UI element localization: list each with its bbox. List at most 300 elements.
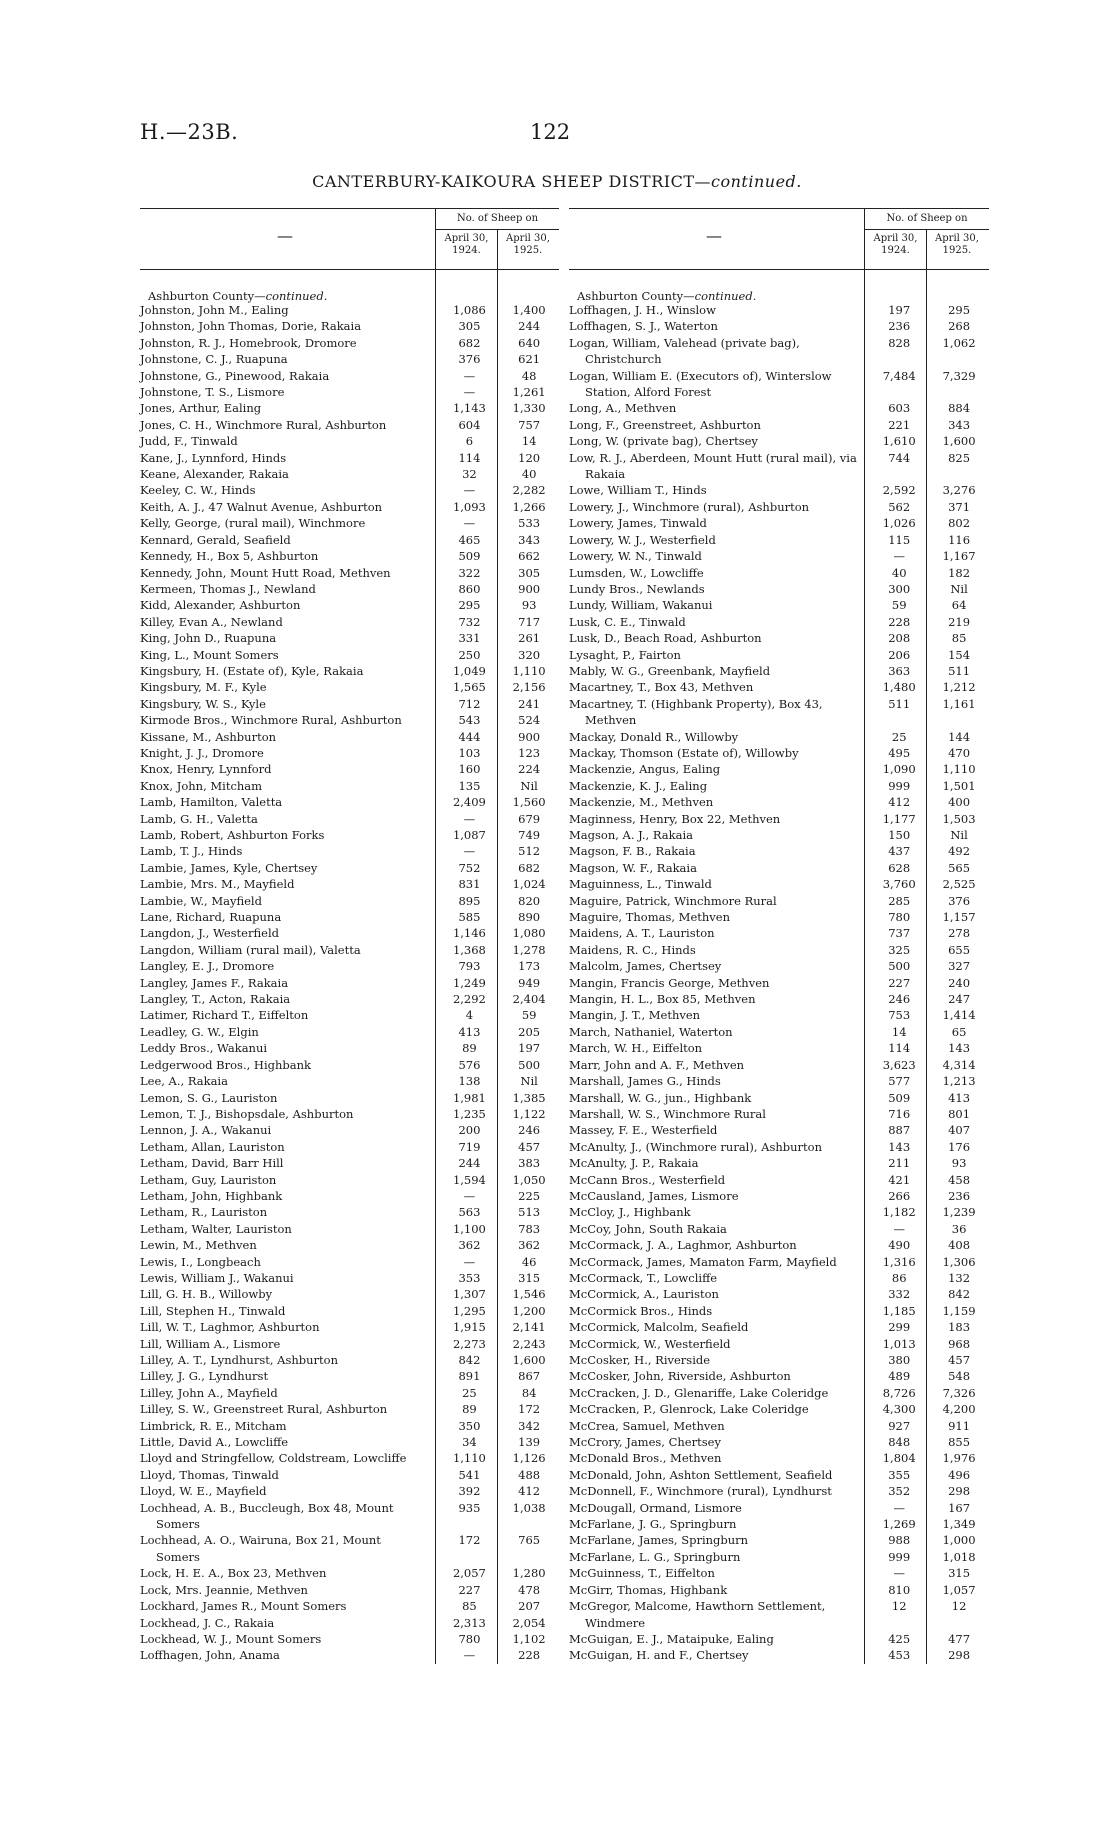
sheep-1925-cell: 640 — [518, 335, 541, 350]
holder-name-cell: Kingsbury, M. F., Kyle — [140, 680, 267, 695]
sheep-1924-cell: 211 — [888, 1156, 911, 1171]
sheep-1925-cell: 14 — [521, 434, 537, 449]
holder-name-cell: Maidens, R. C., Hinds — [569, 942, 696, 957]
sheep-1924-cell: 628 — [888, 860, 911, 875]
sheep-1924-cell: 444 — [458, 729, 481, 744]
holder-name-cell: Long, W. (private bag), Chertsey — [569, 434, 758, 449]
sheep-1925-cell: 85 — [951, 631, 967, 646]
sheep-1925-cell: 548 — [948, 1369, 971, 1384]
holder-name-cell: Lowery, James, Tinwald — [569, 516, 707, 531]
sheep-1924-cell: 2,409 — [452, 795, 486, 810]
sheep-1924-cell: 12 — [891, 1599, 907, 1614]
sheep-1924-cell: 14 — [891, 1024, 907, 1039]
sheep-1925-cell: 298 — [948, 1648, 971, 1663]
sheep-1925-cell: 1,050 — [512, 1172, 546, 1187]
sheep-1925-cell: 315 — [518, 1270, 541, 1285]
sheep-1925-cell: 1,278 — [512, 942, 546, 957]
sheep-1925-cell: 376 — [948, 893, 971, 908]
sheep-1924-cell: 7,484 — [882, 368, 916, 383]
sheep-1924-cell: 1,177 — [882, 811, 916, 826]
sheep-1924-cell: 541 — [458, 1467, 481, 1482]
holder-name-cell: Johnstone, G., Pinewood, Rakaia — [140, 368, 330, 383]
holder-name-cell: Keane, Alexander, Rakaia — [140, 467, 289, 482]
sheep-1924-cell: 114 — [888, 1041, 911, 1056]
sheep-1924-cell: 350 — [458, 1418, 481, 1433]
holder-name-cell: Lill, William A., Lismore — [140, 1336, 281, 1351]
holder-name-cell: Johnstone, C. J., Ruapuna — [140, 352, 288, 367]
sheep-1924-cell: 2,057 — [452, 1566, 486, 1581]
sheep-1924-cell: 227 — [888, 975, 911, 990]
holder-name-cell: Logan, William, Valehead (private bag), Christchurch — [569, 335, 800, 367]
holder-name-cell: McGregor, Malcome, Hawthorn Settlement, Windmere — [569, 1599, 826, 1630]
holder-name-cell: Lamb, T. J., Hinds — [140, 844, 243, 859]
sheep-1924-cell: 2,313 — [452, 1615, 486, 1630]
holder-name-cell: Johnston, John M., Ealing — [140, 303, 289, 317]
sheep-1925-cell: 241 — [518, 696, 541, 711]
sheep-1924-cell: 300 — [888, 581, 911, 596]
holder-name-cell: McCausland, James, Lismore — [569, 1188, 739, 1203]
sheep-1924-cell: 2,273 — [452, 1336, 486, 1351]
sheep-1924-cell: 860 — [458, 581, 481, 596]
holder-name-cell: King, John D., Ruapuna — [140, 631, 277, 646]
sheep-1924-cell: 509 — [458, 549, 481, 564]
holder-name-cell: Maguinness, L., Tinwald — [569, 877, 712, 892]
sheep-1924-cell: 32 — [462, 467, 477, 482]
holder-name-cell: Marshall, W. G., jun., Highbank — [569, 1090, 752, 1105]
sheep-1925-cell: 496 — [948, 1467, 971, 1482]
sheep-1924-cell: — — [893, 1221, 905, 1236]
sheep-on-header: No. of Sheep on — [436, 209, 559, 230]
sheep-1924-cell: 999 — [888, 1549, 911, 1564]
sheep-1924-cell: 392 — [458, 1484, 481, 1499]
sheep-1925-cell: 371 — [948, 499, 971, 514]
sheep-1925-cell: 320 — [518, 647, 541, 662]
holder-name-cell: Loffhagen, J. H., Winslow — [569, 303, 716, 317]
sheep-1924-cell: — — [463, 1188, 476, 1203]
sheep-1924-cell: 935 — [458, 1500, 481, 1515]
sheep-1924-cell: 810 — [888, 1582, 911, 1597]
holder-name-cell: Lambie, Mrs. M., Mayfield — [140, 877, 295, 892]
holder-name-cell: McFarlane, L. G., Springburn — [569, 1549, 741, 1564]
holder-name-cell: Leddy Bros., Wakanui — [140, 1041, 268, 1056]
sheep-1925-cell: 457 — [518, 1139, 541, 1154]
sheep-1925-cell: 1,062 — [942, 335, 976, 350]
holder-name-cell: McCoy, John, South Rakaia — [569, 1221, 727, 1236]
sheep-1925-cell: 1,161 — [942, 696, 976, 711]
holder-name-cell: Mackay, Donald R., Willowby — [569, 729, 739, 744]
sheep-1924-cell: 1,110 — [452, 1451, 486, 1466]
holder-name-cell: McCormack, T., Lowcliffe — [569, 1270, 718, 1285]
holder-name-cell: Lilley, J. G., Lyndhurst — [140, 1369, 269, 1384]
sheep-1925-cell: 182 — [948, 565, 971, 580]
sheep-1924-cell: 495 — [888, 745, 911, 760]
holder-name-cell: Maginness, Henry, Box 22, Methven — [569, 811, 781, 826]
holder-name-cell: Kingsbury, H. (Estate of), Kyle, Rakaia — [140, 663, 364, 678]
holder-name-cell: McCrea, Samuel, Methven — [569, 1418, 725, 1433]
sheep-1925-cell: 1,330 — [512, 401, 546, 416]
sheep-1924-cell: 352 — [888, 1484, 911, 1499]
sheep-1924-cell: 1,316 — [882, 1254, 916, 1269]
sheep-1924-cell: 999 — [888, 778, 911, 793]
holder-name-cell: Mangin, J. T., Methven — [569, 1008, 701, 1023]
sheep-1924-cell: 135 — [458, 778, 481, 793]
sheep-1925-cell: 7,326 — [942, 1385, 976, 1400]
sheep-1924-cell: 1,295 — [452, 1303, 486, 1318]
holder-name-cell: Ledgerwood Bros., Highbank — [140, 1057, 311, 1072]
holder-name-cell: McCloy, J., Highbank — [569, 1205, 691, 1220]
sheep-1924-cell: 1,146 — [452, 926, 486, 941]
holder-name-cell: Kennard, Gerald, Seafield — [140, 532, 291, 547]
sheep-1925-cell: 64 — [951, 598, 967, 613]
holder-name-cell: Massey, F. E., Westerfield — [569, 1123, 718, 1138]
sheep-1925-cell: 12 — [951, 1599, 967, 1614]
sheep-1925-cell: 2,525 — [942, 877, 976, 892]
sheep-1924-cell: 1,235 — [452, 1106, 486, 1121]
sheep-1925-cell: 343 — [518, 532, 541, 547]
sheep-1924-cell: 413 — [458, 1024, 481, 1039]
holder-name-cell: Langley, James F., Rakaia — [140, 975, 289, 990]
sheep-1925-cell: 172 — [518, 1402, 541, 1417]
sheep-1924-cell: 1,249 — [452, 975, 486, 990]
holder-name-cell: Lochhead, A. O., Wairuna, Box 21, Mount Somers — [140, 1533, 381, 1564]
holder-name-cell: McDonnell, F., Winchmore (rural), Lyndhurst — [569, 1484, 832, 1499]
sheep-1925-cell: 825 — [948, 450, 971, 465]
sheep-1925-cell: 855 — [948, 1435, 971, 1450]
sheep-1924-cell: 453 — [888, 1648, 911, 1663]
sheep-1924-cell: 150 — [888, 828, 911, 842]
holder-name-cell: Judd, F., Tinwald — [140, 434, 238, 449]
sheep-1924-cell: 114 — [458, 450, 481, 465]
sheep-1924-cell: 585 — [458, 910, 481, 925]
holder-name-cell: Lennon, J. A., Wakanui — [140, 1123, 272, 1138]
sheep-1925-cell: 488 — [518, 1467, 541, 1482]
sheep-1925-cell: 513 — [518, 1205, 541, 1220]
holder-name-cell: Letham, R., Lauriston — [140, 1205, 268, 1220]
holder-name-cell: Lowe, William T., Hinds — [569, 483, 707, 498]
sheep-1925-cell: 173 — [518, 959, 541, 974]
sheep-1924-cell: 752 — [458, 860, 481, 875]
sheep-1925-cell: 1,159 — [942, 1303, 976, 1318]
sheep-1925-cell: 492 — [948, 844, 971, 859]
sheep-1924-cell: 744 — [888, 450, 911, 465]
name-column-header: — — [277, 226, 293, 245]
holder-name-cell: Magson, F. B., Rakaia — [569, 844, 696, 859]
sheep-1925-cell: 343 — [948, 417, 971, 432]
sheep-1924-cell: 1,087 — [452, 828, 486, 842]
sheep-1925-cell: 342 — [518, 1418, 541, 1433]
holder-name-cell: Maidens, A. T., Lauriston — [569, 926, 715, 941]
sheep-1924-cell: 305 — [458, 319, 481, 334]
sheep-1925-cell: 1,266 — [512, 499, 546, 514]
holder-name-cell: Lill, G. H. B., Willowby — [140, 1287, 273, 1302]
sheep-1924-cell: 266 — [888, 1188, 911, 1203]
sheep-1925-cell: 1,110 — [942, 762, 976, 777]
holder-name-cell: Knox, Henry, Lynnford — [140, 762, 272, 777]
sheep-1924-cell: 246 — [888, 992, 911, 1007]
holder-name-cell: Lowery, W. J., Westerfield — [569, 532, 716, 547]
sheep-1925-cell: 1,349 — [942, 1517, 976, 1532]
sheep-1924-cell: 2,592 — [882, 483, 916, 498]
sheep-1924-cell: — — [463, 811, 476, 826]
holder-name-cell: McGuigan, E. J., Mataipuke, Ealing — [569, 1631, 774, 1646]
holder-name-cell: Kissane, M., Ashburton — [140, 729, 277, 744]
holder-name-cell: Lockhead, W. J., Mount Somers — [140, 1631, 322, 1646]
holder-name-cell: McGuinness, T., Eiffelton — [569, 1566, 715, 1581]
table-body — [569, 270, 989, 1664]
holder-name-cell: Letham, David, Barr Hill — [140, 1156, 284, 1171]
holder-name-cell: Maguire, Patrick, Winchmore Rural — [569, 893, 777, 908]
sheep-1925-cell: 1,560 — [512, 795, 546, 810]
sheep-1924-cell: 1,049 — [452, 663, 486, 678]
holder-name-cell: Marr, John and A. F., Methven — [569, 1057, 745, 1072]
sheep-1924-cell: 244 — [458, 1156, 481, 1171]
sheep-1925-cell: 298 — [948, 1484, 971, 1499]
holder-name-cell: Keeley, C. W., Hinds — [140, 483, 256, 498]
holder-name-cell: Lamb, Robert, Ashburton Forks — [140, 828, 325, 842]
sheep-1924-cell: 331 — [458, 631, 481, 646]
holder-name-cell: Mably, W. G., Greenbank, Mayfield — [569, 663, 771, 678]
holder-name-cell: Malcolm, James, Chertsey — [569, 959, 722, 974]
sheep-1925-cell: 224 — [518, 762, 541, 777]
sheep-1925-cell: 1,503 — [942, 811, 976, 826]
sheep-1924-cell: 511 — [888, 696, 911, 711]
sheep-1924-cell: 421 — [888, 1172, 911, 1187]
sheep-1924-cell: 1,368 — [452, 942, 486, 957]
holder-name-cell: Lysaght, P., Fairton — [569, 647, 681, 662]
sheep-1924-cell: 362 — [458, 1238, 481, 1253]
holder-name-cell: Lusk, D., Beach Road, Ashburton — [569, 631, 762, 646]
sheep-1925-cell: 511 — [948, 663, 971, 678]
holder-name-cell: March, Nathaniel, Waterton — [569, 1024, 733, 1039]
holder-name-cell: Knight, J. J., Dromore — [140, 745, 264, 760]
holder-name-cell: Magson, W. F., Rakaia — [569, 860, 697, 875]
sheep-1925-cell: 842 — [948, 1287, 971, 1302]
sheep-1925-cell: 458 — [948, 1172, 971, 1187]
holder-name-cell: Kennedy, John, Mount Hutt Road, Methven — [140, 565, 391, 580]
sheep-1925-cell: 240 — [948, 975, 971, 990]
holder-name-cell: McCormick, A., Lauriston — [569, 1287, 719, 1302]
holder-name-cell: Lemon, S. G., Lauriston — [140, 1090, 278, 1105]
sheep-1925-cell: 205 — [518, 1024, 541, 1039]
sheep-1924-cell: 322 — [458, 565, 481, 580]
sheep-1925-cell: 59 — [521, 1008, 537, 1023]
holder-name-cell: McDonald, John, Ashton Settlement, Seafield — [569, 1467, 833, 1482]
sheep-1924-cell: 1,185 — [882, 1303, 916, 1318]
sheep-1925-cell: 261 — [518, 631, 541, 646]
sheep-1925-cell: 197 — [518, 1041, 541, 1056]
holder-name-cell: Leadley, G. W., Elgin — [140, 1024, 259, 1039]
holder-name-cell: McCrory, James, Chertsey — [569, 1435, 721, 1450]
sheep-1924-cell: 332 — [888, 1287, 911, 1302]
sheep-1924-cell: 780 — [458, 1631, 481, 1646]
holder-name-cell: McCormick, W., Westerfield — [569, 1336, 731, 1351]
holder-name-cell: Long, F., Greenstreet, Ashburton — [569, 417, 761, 432]
holder-name-cell: McDonald Bros., Methven — [569, 1451, 722, 1466]
sheep-1924-cell: 489 — [888, 1369, 911, 1384]
sheep-1925-cell: 2,141 — [512, 1320, 546, 1335]
sheep-1924-cell: 780 — [888, 910, 911, 925]
sheep-1925-cell: 717 — [518, 614, 541, 629]
sheep-1924-cell: 85 — [462, 1599, 477, 1614]
sheep-1925-cell: 1,102 — [512, 1631, 546, 1646]
sheep-1924-cell: 563 — [458, 1205, 481, 1220]
holder-name-cell: Langley, E. J., Dromore — [140, 959, 275, 974]
sheep-1924-cell: 509 — [888, 1090, 911, 1105]
sheep-1924-cell: 1,594 — [452, 1172, 486, 1187]
sheep-1924-cell: 848 — [888, 1435, 911, 1450]
sheep-1925-cell: 968 — [948, 1336, 971, 1351]
sheep-1924-cell: — — [463, 1648, 476, 1663]
holder-name-cell: McCracken, P., Glenrock, Lake Coleridge — [569, 1402, 809, 1417]
sheep-1924-cell: 737 — [888, 926, 911, 941]
sheep-1925-cell: 143 — [948, 1041, 971, 1056]
county-heading: Ashburton County—continued. — [148, 289, 328, 303]
sheep-1924-cell: 115 — [888, 532, 911, 547]
sheep-1925-cell: 383 — [518, 1156, 541, 1171]
sheep-1925-cell: 225 — [518, 1188, 541, 1203]
sheep-1925-cell: 7,329 — [942, 368, 976, 383]
holder-name-cell: Killey, Evan A., Newland — [140, 614, 283, 629]
holder-name-cell: Kirmode Bros., Winchmore Rural, Ashburton — [140, 713, 402, 728]
sheep-1924-cell: 842 — [458, 1353, 481, 1367]
sheep-1924-cell: 1,804 — [882, 1451, 916, 1466]
sheep-1924-cell: 40 — [891, 565, 907, 580]
sheep-1924-cell: 138 — [458, 1074, 481, 1089]
sheep-1924-cell: 86 — [891, 1270, 907, 1285]
sheep-1924-cell: 8,726 — [882, 1385, 916, 1400]
holder-name-cell: Lloyd, Thomas, Tinwald — [140, 1467, 279, 1482]
sheep-1925-cell: 84 — [521, 1385, 537, 1400]
sheep-1925-cell: 1,213 — [942, 1074, 976, 1089]
sheep-1924-cell: 59 — [891, 598, 907, 613]
sheep-1925-cell: 565 — [948, 860, 971, 875]
holder-name-cell: Lowery, J., Winchmore (rural), Ashburton — [569, 499, 810, 514]
sheep-1924-cell: 927 — [888, 1418, 911, 1433]
document-reference: H.—23B. — [140, 120, 239, 144]
holder-name-cell: Lloyd and Stringfellow, Coldstream, Lowcliffe — [140, 1451, 407, 1466]
sheep-1924-cell: 227 — [458, 1582, 481, 1597]
holder-name-cell: Lewis, I., Longbeach — [140, 1254, 261, 1269]
holder-name-cell: March, W. H., Eiffelton — [569, 1041, 703, 1056]
sheep-1925-cell: 278 — [948, 926, 971, 941]
holder-name-cell: Langdon, William (rural mail), Valetta — [140, 942, 361, 957]
sheep-1925-cell: 662 — [518, 549, 541, 564]
sheep-1925-cell: Nil — [950, 828, 968, 842]
sheep-1925-cell: 246 — [518, 1123, 541, 1138]
sheep-1925-cell: 1,546 — [512, 1287, 546, 1302]
sheep-1924-cell: 25 — [462, 1385, 477, 1400]
sheep-1925-cell: 1,600 — [942, 434, 976, 449]
holder-name-cell: McCracken, J. D., Glenariffe, Lake Coleridge — [569, 1385, 829, 1400]
holder-name-cell: McAnulty, J. P., Rakaia — [569, 1156, 699, 1171]
holder-name-cell: McCormack, James, Mamaton Farm, Mayfield — [569, 1254, 837, 1269]
sheep-1924-cell: 353 — [458, 1270, 481, 1285]
holder-name-cell: King, L., Mount Somers — [140, 647, 279, 662]
holder-name-cell: Lee, A., Rakaia — [140, 1074, 228, 1089]
sheep-1925-cell: 116 — [948, 532, 971, 547]
holder-name-cell: Mackenzie, M., Methven — [569, 795, 714, 810]
sheep-1925-cell: 890 — [518, 910, 541, 925]
sheep-1924-cell: 376 — [458, 352, 481, 367]
sheep-1925-cell: 1,501 — [942, 778, 976, 793]
holder-name-cell: Latimer, Richard T., Eiffelton — [140, 1008, 309, 1023]
sheep-1924-cell: 604 — [458, 417, 481, 432]
sheep-1924-cell: 576 — [458, 1057, 481, 1072]
sheep-1925-cell: 949 — [518, 975, 541, 990]
holder-name-cell: Lusk, C. E., Tinwald — [569, 614, 686, 629]
sheep-1925-cell: 93 — [951, 1156, 967, 1171]
sheep-1925-cell: 207 — [518, 1599, 541, 1614]
sheep-1925-cell: 1,167 — [942, 549, 976, 564]
sheep-1925-cell: 154 — [948, 647, 971, 662]
holder-name-cell: Mangin, Francis George, Methven — [569, 975, 770, 990]
sheep-1924-cell: 1,307 — [452, 1287, 486, 1302]
sheep-1924-cell: 143 — [888, 1139, 911, 1154]
holder-name-cell: Kane, J., Lynnford, Hinds — [140, 450, 287, 465]
sheep-1924-cell: 887 — [888, 1123, 911, 1138]
sheep-1924-cell: 895 — [458, 893, 481, 908]
sheep-1924-cell: 3,623 — [882, 1057, 916, 1072]
holder-name-cell: Keith, A. J., 47 Walnut Avenue, Ashburton — [140, 499, 383, 514]
sheep-1925-cell: 802 — [948, 516, 971, 531]
col-1925-header: April 30, 1925. — [935, 233, 979, 256]
sheep-1925-cell: 412 — [518, 1484, 541, 1499]
holder-name-cell: Lane, Richard, Ruapuna — [140, 910, 282, 925]
sheep-1924-cell: 103 — [458, 745, 481, 760]
holder-name-cell: Letham, John, Highbank — [140, 1188, 283, 1203]
sheep-1924-cell: 1,143 — [452, 401, 486, 416]
holder-name-cell: Kermeen, Thomas J., Newland — [140, 581, 316, 596]
holder-name-cell: Lockhead, J. C., Rakaia — [140, 1615, 275, 1630]
sheep-1924-cell: 490 — [888, 1238, 911, 1253]
sheep-1925-cell: 176 — [948, 1139, 971, 1154]
sheep-1925-cell: 120 — [518, 450, 541, 465]
sheep-1924-cell: 4,300 — [882, 1402, 916, 1417]
holder-name-cell: McDougall, Ormand, Lismore — [569, 1500, 742, 1515]
sheep-1925-cell: 621 — [518, 352, 541, 367]
sheep-1925-cell: 362 — [518, 1238, 541, 1253]
sheep-1924-cell: — — [463, 516, 476, 531]
holder-name-cell: Lilley, John A., Mayfield — [140, 1385, 278, 1400]
county-heading: Ashburton County—continued. — [577, 289, 757, 303]
sheep-1925-cell: Nil — [520, 1074, 538, 1089]
sheep-1925-cell: 1,080 — [512, 926, 546, 941]
table-header — [569, 208, 989, 270]
sheep-1924-cell: 412 — [888, 795, 911, 810]
holder-name-cell: Mangin, H. L., Box 85, Methven — [569, 992, 756, 1007]
sheep-1924-cell: 208 — [888, 631, 911, 646]
holder-name-cell: Lockhard, James R., Mount Somers — [140, 1599, 347, 1614]
sheep-1924-cell: 172 — [458, 1533, 481, 1548]
holder-name-cell: Macartney, T., Box 43, Methven — [569, 680, 754, 695]
holder-name-cell: Letham, Guy, Lauriston — [140, 1172, 277, 1187]
holder-name-cell: Lambie, James, Kyle, Chertsey — [140, 860, 318, 875]
sheep-1925-cell: 757 — [518, 417, 541, 432]
sheep-1924-cell: 828 — [888, 335, 911, 350]
sheep-1925-cell: 244 — [518, 319, 541, 334]
sheep-1925-cell: 1,057 — [942, 1582, 976, 1597]
sheep-1925-cell: 2,404 — [512, 992, 546, 1007]
holder-name-cell: Lamb, G. H., Valetta — [140, 811, 258, 826]
sheep-1925-cell: 1,000 — [942, 1533, 976, 1548]
sheep-1925-cell: 1,024 — [512, 877, 546, 892]
sheep-1925-cell: 900 — [518, 729, 541, 744]
right-table — [569, 208, 989, 1664]
sheep-1925-cell: 295 — [948, 303, 971, 317]
col-1925-header: April 30, 1925. — [506, 233, 550, 256]
holder-name-cell: McGuigan, H. and F., Chertsey — [569, 1648, 749, 1663]
sheep-1924-cell: 562 — [888, 499, 911, 514]
